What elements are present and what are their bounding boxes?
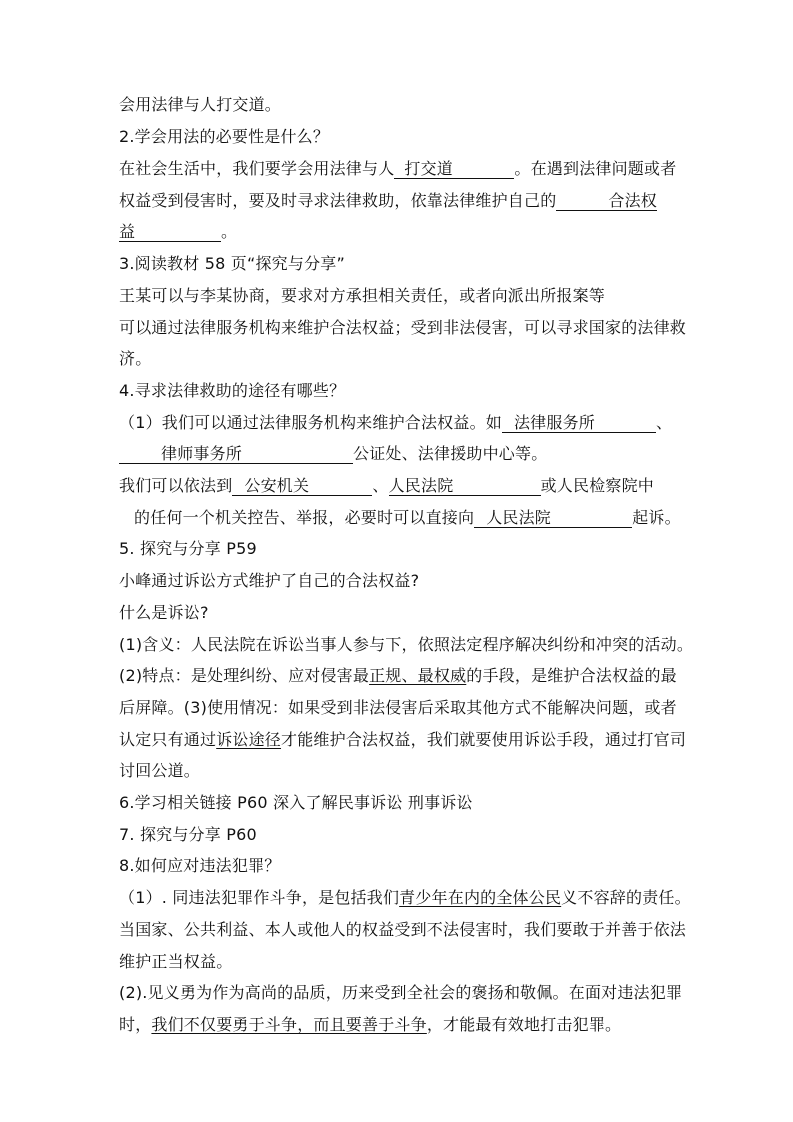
underlined-text: 诉讼途径	[216, 730, 282, 749]
fill-blank	[502, 414, 656, 433]
text-line	[119, 1015, 689, 1035]
paragraph-text: 起诉。	[632, 508, 681, 527]
paragraph-text: 会用法律与人打交道。	[119, 95, 282, 114]
text-line	[119, 666, 689, 686]
fill-answer: 律师事务所	[161, 444, 243, 463]
text-line	[119, 761, 689, 781]
paragraph-text: 的手段，是维护合法权益的最	[466, 666, 677, 685]
fill-answer: 法律服务所	[513, 413, 595, 432]
fill-answer: 人民法院	[388, 476, 454, 495]
text-line	[119, 476, 689, 496]
paragraph-text: 。	[221, 222, 238, 241]
paragraph-text: 才能维护合法权益，我们就要使用诉讼手段，通过打官司	[281, 730, 687, 749]
text-line	[119, 349, 689, 369]
paragraph-text: 维护正当权益。	[119, 952, 233, 971]
paragraph-text: 王某可以与李某协商，要求对方承担相关责任，或者向派出所报案等	[119, 286, 606, 305]
paragraph-text: 什么是诉讼?	[119, 603, 209, 622]
text-line	[119, 444, 689, 464]
fill-answer: 益	[119, 222, 136, 241]
paragraph-text: 济。	[119, 349, 152, 368]
paragraph-text: 权益受到侵害时，要及时寻求法律救助，依靠法律维护自己的	[119, 191, 557, 210]
heading-text: 3.阅读教材 58 页“探究与分享”	[119, 254, 345, 273]
paragraph-text: 小峰通过诉讼方式维护了自己的合法权益?	[119, 571, 420, 590]
paragraph-text: 认定只有通过	[119, 730, 217, 749]
heading-text: 2.学会用法的必要性是什么？	[119, 127, 330, 146]
fill-blank	[232, 477, 372, 496]
text-line	[119, 191, 689, 211]
paragraph-text: 公证处、法律援助中心等。	[353, 444, 548, 463]
question-heading	[119, 539, 689, 559]
question-heading	[119, 254, 689, 274]
heading-text: 5. 探究与分享 P59	[119, 539, 257, 558]
text-line	[119, 730, 689, 750]
fill-blank	[119, 223, 221, 242]
text-line	[119, 95, 689, 115]
fill-answer: 打交道	[404, 159, 454, 178]
fill-answer: 公安机关	[244, 476, 310, 495]
paragraph-text: 后屏障。(3)使用情况：如果受到非法侵害后采取其他方式不能解决问题，或者	[119, 698, 677, 717]
text-line	[119, 413, 689, 433]
text-line	[134, 508, 704, 528]
fill-blank	[556, 192, 657, 211]
paragraph-text: ，才能最有效地打击犯罪。	[426, 1015, 622, 1034]
fill-answer: 合法权	[608, 191, 658, 210]
paragraph-text: 义不容辞的责任。	[561, 888, 691, 907]
question-heading	[119, 856, 689, 876]
text-line	[119, 603, 689, 623]
paragraph-text: 当国家、公共利益、本人或他人的权益受到不法侵害时，我们要敢于并善于依法	[119, 920, 687, 939]
fill-blank	[389, 477, 541, 496]
fill-blank	[119, 445, 353, 464]
paragraph-text: 我们可以依法到	[119, 476, 233, 495]
question-heading	[119, 793, 689, 813]
heading-text: 8.如何应对违法犯罪？	[119, 856, 281, 875]
paragraph-text: （1）我们可以通过法律服务机构来维护合法权益。如	[119, 413, 502, 432]
paragraph-text: 可以通过法律服务机构来维护合法权益；受到非法侵害，可以寻求国家的法律救	[119, 318, 687, 337]
paragraph-text: 讨回公道。	[119, 761, 201, 780]
paragraph-text: 、	[372, 476, 389, 495]
question-heading	[119, 127, 689, 147]
underlined-text: 青少年在内的全体公民	[399, 888, 562, 907]
paragraph-text: (1)含义：人民法院在诉讼当事人参与下，依照法定程序解决纠纷和冲突的活动。	[119, 635, 694, 654]
paragraph-text: 的任何一个机关控告、举报，必要时可以直接向	[134, 508, 475, 527]
text-line	[119, 888, 689, 908]
paragraph-text: 、	[655, 413, 673, 432]
paragraph-text: 时，	[119, 1015, 152, 1034]
fill-blank	[474, 509, 632, 528]
fill-blank	[394, 160, 514, 179]
text-line	[119, 635, 694, 655]
paragraph-text: 或人民检察院中	[540, 476, 655, 495]
heading-text: 7. 探究与分享 P60	[119, 825, 257, 844]
question-heading	[119, 825, 689, 845]
paragraph-text: 。在遇到法律问题或者	[514, 159, 677, 178]
text-line	[119, 222, 689, 242]
text-line	[119, 286, 689, 306]
text-line	[119, 983, 689, 1003]
fill-answer: 人民法院	[486, 508, 552, 527]
text-line	[119, 159, 689, 179]
text-line	[119, 571, 689, 591]
text-line	[119, 698, 689, 718]
question-heading	[119, 381, 689, 401]
underlined-text: 我们不仅要勇于斗争，而且要善于斗争	[151, 1015, 427, 1034]
paragraph-text: （1）. 同违法犯罪作斗争，是包括我们	[119, 888, 400, 907]
heading-text: 4.寻求法律救助的途径有哪些？	[119, 381, 346, 400]
text-line	[119, 952, 689, 972]
underlined-text: 正规、最权威	[369, 666, 467, 685]
paragraph-text: 在社会生活中，我们要学会用法律与人	[119, 159, 395, 178]
paragraph-text: (2).见义勇为作为高尚的品质，历来受到全社会的褒扬和敬佩。在面对违法犯罪	[119, 983, 683, 1002]
text-line	[119, 920, 689, 940]
paragraph-text: (2)特点：是处理纠纷、应对侵害最	[119, 666, 370, 685]
text-line	[119, 318, 689, 338]
heading-text: 6.学习相关链接 P60 深入了解民事诉讼 刑事诉讼	[119, 793, 473, 812]
